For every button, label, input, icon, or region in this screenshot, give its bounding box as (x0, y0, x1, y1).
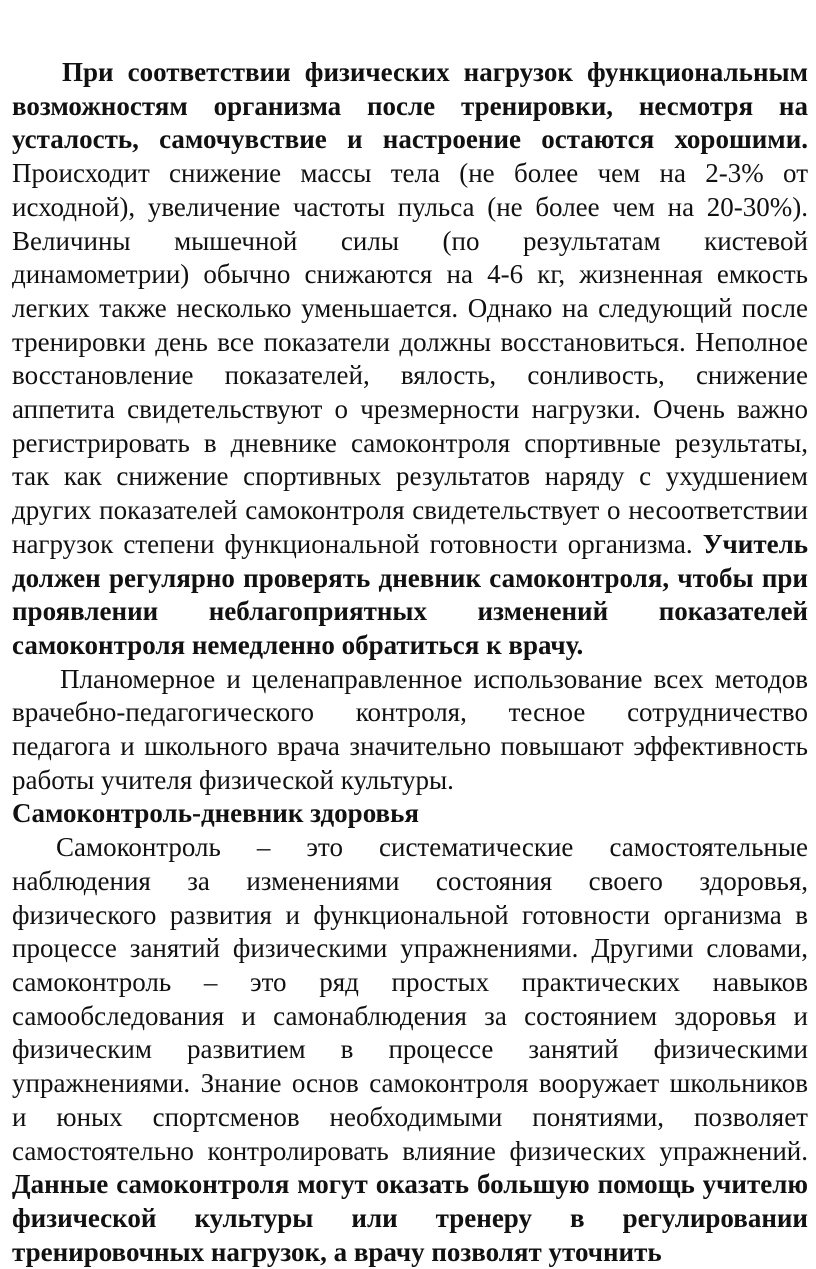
body-text: Происходит снижение массы тела (не более чем на 2-3% от исходной), увеличение частоты пульса (не более чем на 20-30%). Величины мышечной силы (по результатам кистевой динамометрии) обычно снижаются на 4-6 кг, жизненная емкость легких также несколько уменьшается. Однако на следующий после тренировки день все показатели должны восстановиться. Неполное восстановление показателей, вялость, сонливость, снижение аппетита свидетельствуют о чрезмерности нагрузки. Очень важно регистрировать в дневнике самоконтроля спортивные результаты, так как снижение спортивных результатов наряду с ухудшением других показателей самоконтроля свидетельствует о несоответствии нагрузок степени функциональной готовности организма. (12, 158, 808, 559)
paragraph-self-control (12, 831, 808, 1269)
bold-tail-text: Учитель должен регулярно проверять дневник самоконтроля, чтобы при проявлении неблагоприятных изменений показателей самоконтроля немедленно обратиться к врачу. (12, 528, 808, 660)
body-text: Самоконтроль – это систематические самостоятельные наблюдения за изменениями состояния своего здоровья, физического развития и функциональной готовности организма в процессе занятий физическими упражнениями. Другими словами, самоконтроль – это ряд простых практических навыков самообследования и самонаблюдения за состоянием здоровья и физическим развитием в процессе занятий физическими упражнениями. Знание основ самоконтроля вооружает школьников и юных спортсменов необходимыми понятиями, позволяет самостоятельно контролировать влияние физических упражнений. (12, 832, 808, 1166)
bold-lead-text: При соответствии физических нагрузок функциональным возможностям организма после тренировки, несмотря на усталость, самочувствие и настроение остаются хорошими. (12, 57, 808, 155)
bold-tail-text: Данные самоконтроля могут оказать большую помощь учителю физической культуры или тренеру в регулировании тренировочных нагрузок, а врачу позволят уточнить (12, 1169, 808, 1267)
body-text: Планомерное и целенаправленное использование всех методов врачебно-педагогического контроля, тесное сотрудничество педагога и школьного врача значительно повышают эффективность работы учителя физической культуры. (12, 663, 808, 795)
document-page (12, 56, 808, 1269)
paragraph-load-response (12, 56, 808, 663)
paragraph-medical-control (12, 663, 808, 798)
section-heading: Самоконтроль-дневник здоровья (12, 798, 419, 829)
